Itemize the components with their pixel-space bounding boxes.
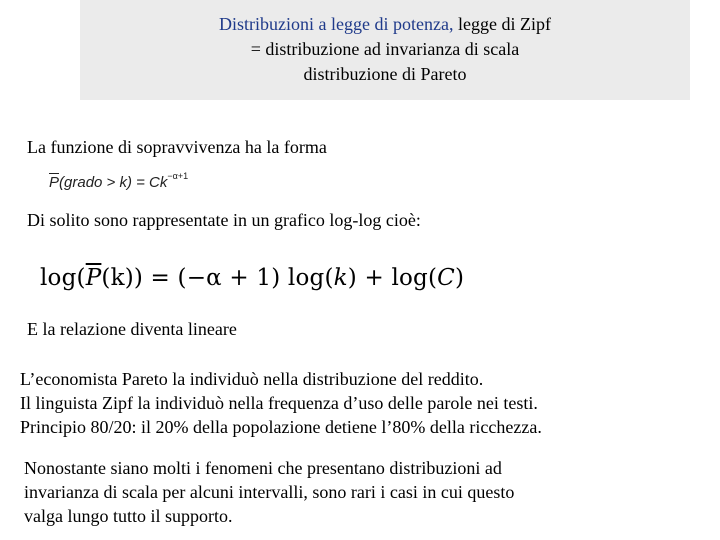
survival-intro-text: La funzione di sopravvivenza ha la forma — [27, 137, 327, 157]
log-k-arg: (k) — [101, 265, 134, 291]
paragraph-line: Il linguista Zipf la individuò nella frequenza d’uso delle parole nei testi. — [20, 393, 538, 413]
paragraph-line: invarianza di scala per alcuni intervalli, sono rari i casi in cui questo — [24, 482, 515, 502]
paragraph-line: valga lungo tutto il supporto. — [24, 506, 233, 526]
formula-p-bar: $\overline{P}$ — [49, 174, 60, 191]
paragraph-line: L’economista Pareto la individuò nella distribuzione del reddito. — [20, 369, 484, 389]
title-line-2: = distribuzione ad invarianza di scala — [250, 39, 520, 59]
log-open: log( — [40, 265, 86, 291]
survival-formula — [49, 171, 188, 191]
title-box — [80, 0, 690, 100]
log-k: k — [333, 265, 348, 291]
paragraph-line: Principio 80/20: il 20% della popolazione detiene l’80% della ricchezza. — [20, 417, 542, 437]
log-middle: ) = (−α + 1) log( — [133, 265, 334, 291]
log-close: ) — [454, 265, 465, 291]
log-plus: ) + log( — [347, 265, 438, 291]
title-line-3: distribuzione di Pareto — [303, 64, 467, 84]
log-p-bar: $\overline{P}$ — [85, 265, 102, 291]
formula-args: (grado > k) = Ck — [59, 174, 168, 191]
log-formula — [40, 265, 464, 291]
formula-exponent: −α+1 — [167, 171, 189, 181]
title-line-1 — [80, 12, 690, 37]
loglog-intro-text: Di solito sono rappresentate in un grafico log-log cioè: — [27, 210, 421, 230]
log-c: C — [437, 265, 455, 291]
paragraph-line: Nonostante siano molti i fenomeni che presentano distribuzioni ad — [24, 458, 502, 478]
title-line-1-rest: legge di Zipf — [453, 14, 551, 34]
title-highlight: Distribuzioni a legge di potenza, — [219, 14, 454, 34]
linear-note-text: E la relazione diventa lineare — [27, 319, 237, 339]
